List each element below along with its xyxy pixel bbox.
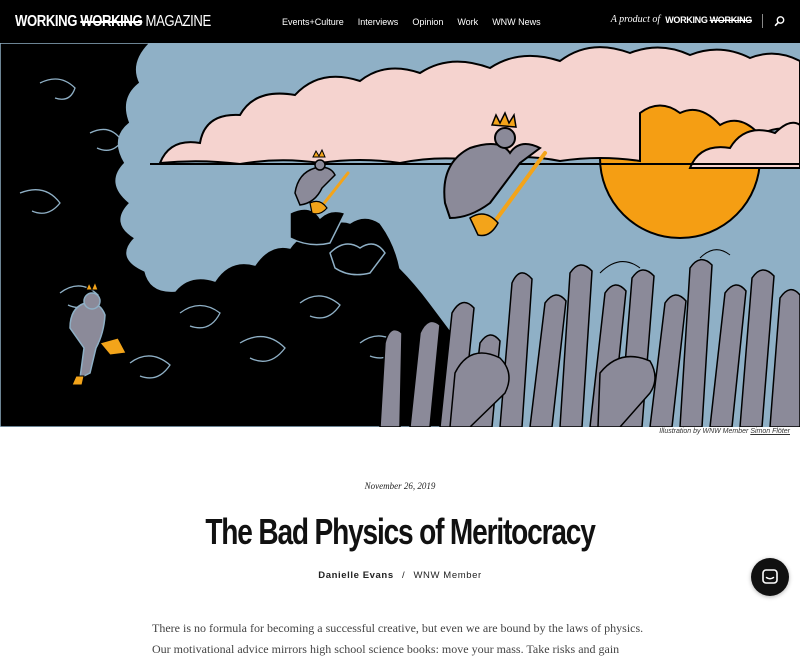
credit-prefix: Illustration by WNW Member — [659, 428, 749, 435]
product-brand — [665, 15, 752, 25]
nav-item-events-culture[interactable]: Events+Culture — [282, 17, 344, 27]
product-brand-word-2: WORKING — [709, 14, 752, 25]
hero-illustration — [0, 43, 800, 427]
illustration-art — [0, 43, 800, 427]
intro-line-1: There is no formula for becoming a successful creative, but even we are bound by the laws of physics. — [152, 621, 644, 635]
author-name[interactable]: Danielle Evans — [318, 570, 394, 581]
chat-icon — [761, 568, 779, 586]
nav-item-interviews[interactable]: Interviews — [357, 17, 399, 27]
logo-word-2: WORKING — [80, 13, 143, 30]
byline — [0, 570, 800, 581]
search-icon[interactable] — [774, 15, 786, 27]
header-divider — [762, 14, 763, 28]
nav-item-wnw-news[interactable]: WNW News — [492, 17, 541, 27]
chat-button[interactable] — [751, 558, 789, 596]
intro-line-2: Our motivational advice mirrors high school science books: move your mass. Take risks and gain — [152, 642, 620, 656]
article-intro — [152, 618, 652, 660]
nav-item-work[interactable]: Work — [457, 17, 479, 27]
site-header — [0, 0, 800, 43]
article-title: The Bad Physics of Meritocracy — [205, 511, 595, 552]
illustration-credit — [659, 428, 790, 435]
logo-word-3: MAGAZINE — [145, 13, 211, 30]
main-nav — [282, 15, 555, 29]
credit-artist-link[interactable]: Simon Flöter — [750, 428, 790, 435]
site-logo[interactable] — [15, 12, 211, 32]
article-date: November 26, 2019 — [364, 481, 436, 491]
product-brand-word-1: WORKING — [665, 14, 708, 25]
logo-word-1: WORKING — [15, 13, 77, 30]
nav-item-opinion[interactable]: Opinion — [412, 17, 444, 27]
product-of-label: A product of — [610, 14, 661, 25]
product-of-link[interactable] — [611, 14, 752, 25]
author-role: WNW Member — [413, 570, 482, 581]
byline-separator: / — [401, 570, 406, 581]
